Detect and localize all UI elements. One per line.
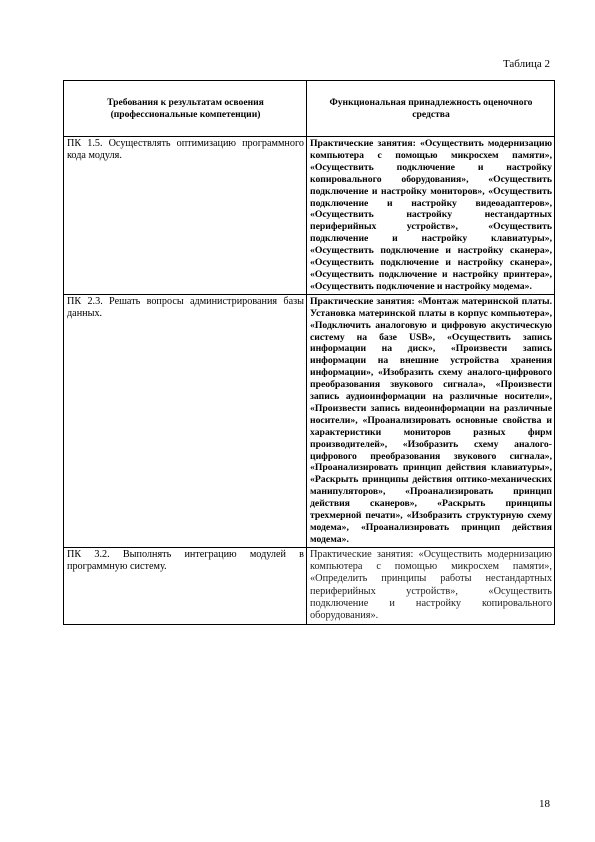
requirement-cell: ПК 3.2. Выполнять интеграцию модулей в программную систему. bbox=[64, 547, 307, 624]
function-cell: Практические занятия: «Монтаж материнской платы. Установка материнской платы в корпус компьютера», «Подключить аналоговую и цифровую акустическую систему на базе USB», «Осуществить запись информации на диск», «Произвести запись информации на внешние устройства хранения информации», «Изобразить схему аналого-цифрового преобразования звукового сигнала», «Произвести запись аудиоинформации на различные носители», «Произвести запись видеоинформации на различные носители», «Проанализировать основные свойства и характеристики мониторов разных фирм производителей», «Изобразить схему аналого-цифрового преобразования звукового сигнала», «Проанализировать принцип действия клавиатуры», «Раскрыть принципы действия оптико-механических манипуляторов», «Проанализировать принцип действия сканеров», «Раскрыть принципы трехмерной печати», «Изобразить структурную схему модема», «Проанализировать принцип действия модема». bbox=[307, 294, 555, 547]
requirement-cell: ПК 2.3. Решать вопросы администрирования базы данных. bbox=[64, 294, 307, 547]
requirement-cell: ПК 1.5. Осуществлять оптимизацию программного кода модуля. bbox=[64, 137, 307, 295]
table-row bbox=[64, 294, 555, 547]
table-row bbox=[64, 547, 555, 624]
table-caption: Таблица 2 bbox=[502, 58, 550, 70]
page-number: 18 bbox=[539, 798, 550, 810]
function-cell: Практические занятия: «Осуществить модернизацию компьютера с помощью микросхем памяти», «Осуществить подключение и настройку копировального оборудования», «Осуществить подключение и настройку мониторов», «Осуществить подключение и настройку видеоадаптеров», «Осуществить настройку нестандартных периферийных устройств», «Осуществить подключение и настройку клавиатуры», «Осуществить подключение и настройку сканера», «Осуществить подключение и настройку сканера», «Осуществить подключение и настройку принтера», «Осуществить подключение и настройку модема». bbox=[307, 137, 555, 295]
table-row bbox=[64, 137, 555, 295]
table-header-row bbox=[64, 81, 555, 137]
header-requirements: Требования к результатам освоения (профессиональные компетенции) bbox=[64, 81, 307, 137]
function-cell: Практические занятия: «Осуществить модернизацию компьютера с помощью микросхем памяти», «Определить принципы работы нестандартных периферийных устройств», «Осуществить подключение и настройку копировального оборудования». bbox=[307, 547, 555, 624]
header-function: Функциональная принадлежность оценочного средства bbox=[307, 81, 555, 137]
competence-table bbox=[63, 80, 555, 625]
